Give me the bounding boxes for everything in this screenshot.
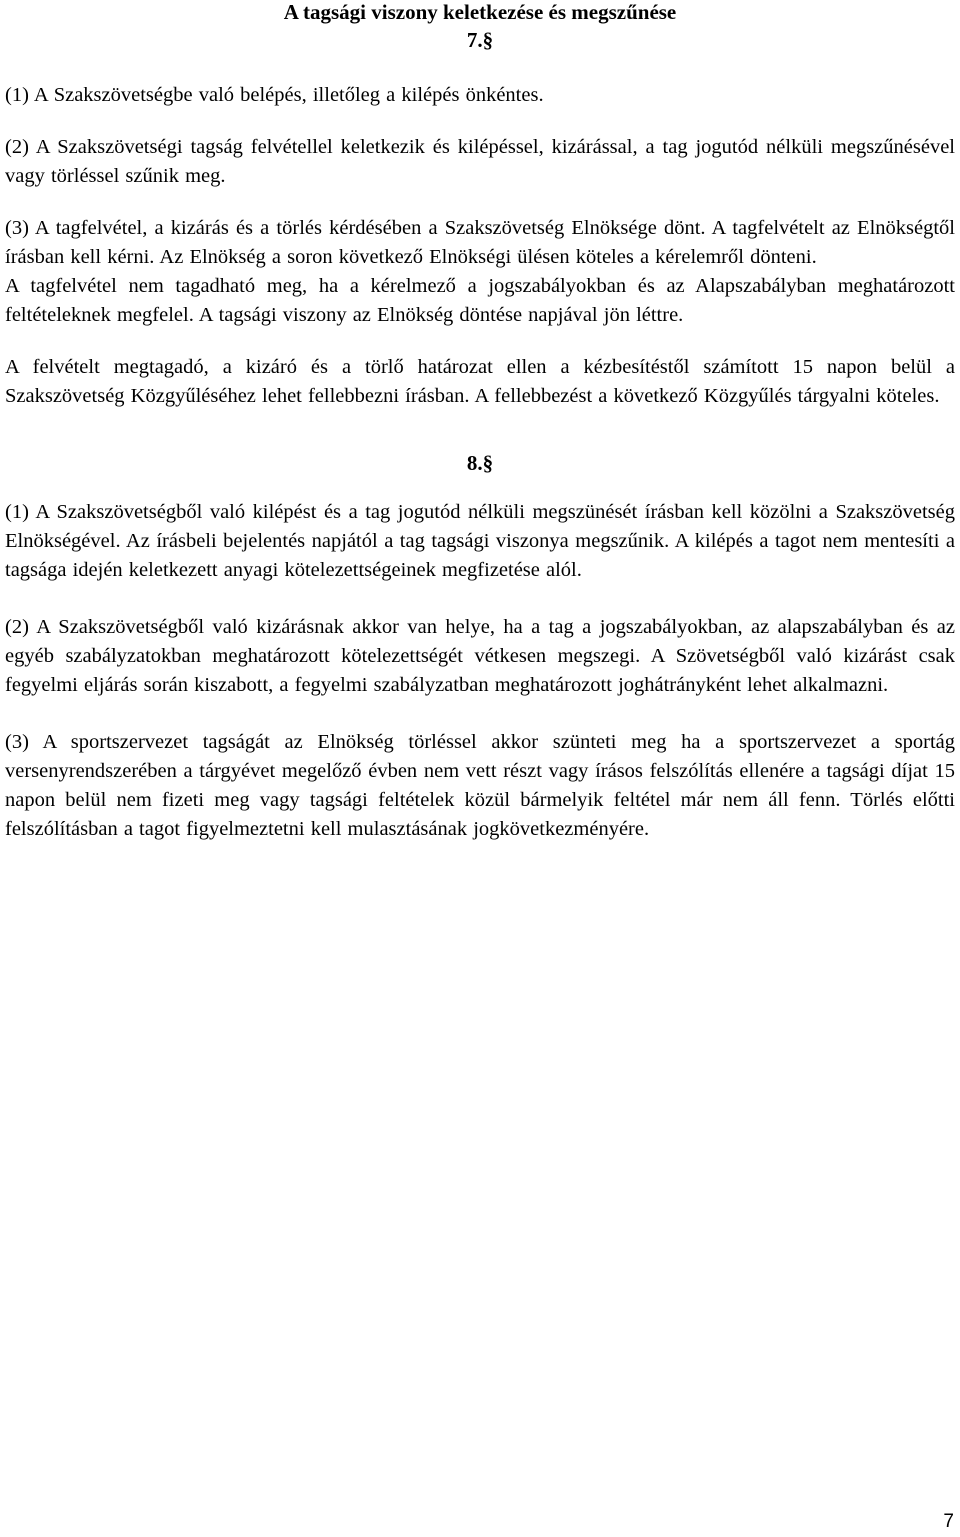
page-number: 7 <box>943 1511 954 1532</box>
section-number-8: 8.§ <box>466 451 494 475</box>
paragraph-7-1: (1) A Szakszövetségbe való belépés, illetőleg a kilépés önkéntes. <box>5 84 544 106</box>
paragraph-7-3b: A tagfelvétel nem tagadható meg, ha a kérelmező a jogszabályokban és az Alapszabályban meghatározott feltételeknek megfelel. A tagsági viszony az Elnökség döntése napjával jön léttre. <box>5 275 955 326</box>
paragraph-7-3a: (3) A tagfelvétel, a kizárás és a törlés kérdésében a Szakszövetség Elnöksége dönt. A tagfelvételt az Elnökségtől írásban kell kérni. Az Elnökség a soron következő Elnökségi ülésen köteles a kérelemről dönteni. <box>5 217 955 268</box>
paragraph-8-3: (3) A sportszervezet tagságát az Elnökség törléssel akkor szünteti meg ha a sportszervezet a sportág versenyrendszerében a tárgyévet megelőző évben nem vett részt vagy írásos felszólítás ellenére a tagsági díjat 15 napon belül nem fizeti meg vagy tagsági feltételek közül bármelyik feltétel már nem áll fenn. Törlés előtti felszólításban a tagot figyelmeztetni kell mulasztásának jogkövetkezményére. <box>5 731 955 840</box>
section-title: A tagsági viszony keletkezése és megszűnése <box>283 0 677 24</box>
paragraph-8-2: (2) A Szakszövetségből való kizárásnak akkor van helye, ha a tag a jogszabályokban, az alapszabályban és az egyéb szabályzatokban meghatározott kötelezettségét vétkesen megszegi. A Szövetségből való kizárást csak fegyelmi eljárás során kiszabott, a fegyelmi szabályzatban meghatározott joghátrányként lehet alkalmazni. <box>5 616 955 696</box>
document-page <box>5 0 955 844</box>
paragraph-7-2: (2) A Szakszövetségi tagság felvétellel keletkezik és kilépéssel, kizárással, a tag jogutód nélküli megszűnésével vagy törléssel szűnik meg. <box>5 136 955 187</box>
section-number-7: 7.§ <box>466 28 494 52</box>
paragraph-8-1: (1) A Szakszövetségből való kilépést és a tag jogutód nélküli megszünését írásban kell közölni a Szakszövetség Elnökségével. Az írásbeli bejelentés napjától a tag tagsági viszonya megszűnik. A kilépés a tagot nem mentesíti a tagsága idején keletkezett anyagi kötelezettségeinek megfizetése alól. <box>5 501 955 581</box>
paragraph-7-3c: A felvételt megtagadó, a kizáró és a törlő határozat ellen a kézbesítéstől számított 15 napon belül a Szakszövetség Közgyűléséhez lehet fellebbezni írásban. A fellebbezést a következő Közgyűlés tárgyalni köteles. <box>5 356 955 407</box>
